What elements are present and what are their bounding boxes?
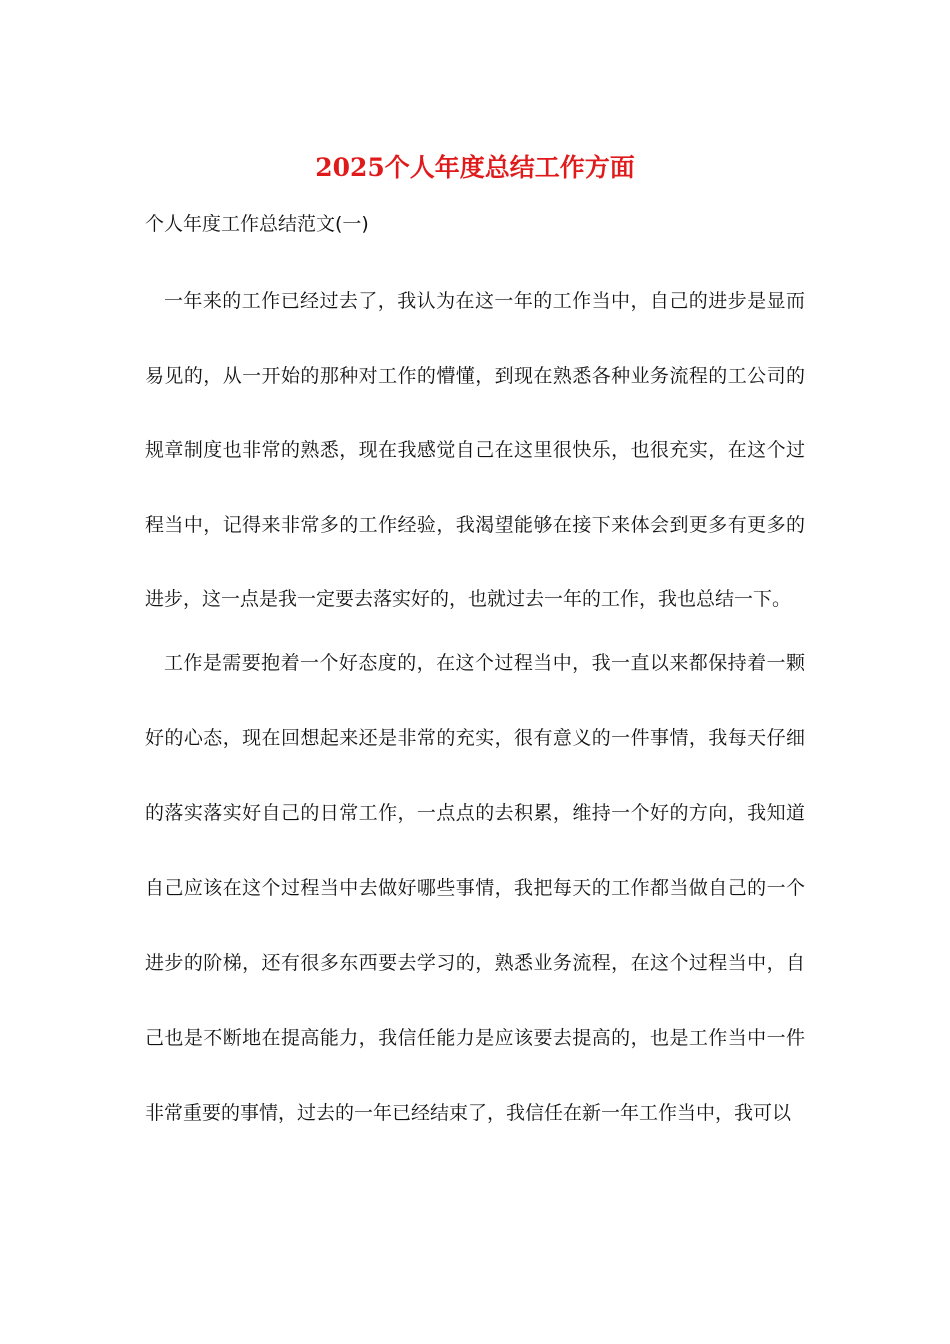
paragraph-1: 一年来的工作已经过去了，我认为在这一年的工作当中，自己的进步是显而易见的，从一开始的那种对工作的懵懂，到现在熟悉各种业务流程的工公司的规章制度也非常的熟悉，现在我感觉自己在这里很快乐，也很充实，在这个过程当中，记得来非常多的工作经验，我渴望能够在接下来体会到更多有更多的进步，这一点是我一定要去落实好的，也就过去一年的工作，我也总结一下。 xyxy=(145,290,805,610)
document-title: 2025个人年度总结工作方面 xyxy=(315,153,635,182)
document-subtitle: 个人年度工作总结范文(一) xyxy=(145,213,369,235)
paragraph-2: 工作是需要抱着一个好态度的，在这个过程当中，我一直以来都保持着一颗好的心态，现在回想起来还是非常的充实，很有意义的一件事情，我每天仔细的落实落实好自己的日常工作，一点点的去积累，维持一个好的方向，我知道自己应该在这个过程当中去做好哪些事情，我把每天的工作都当做自己的一个进步的阶梯，还有很多东西要去学习的，熟悉业务流程，在这个过程当中，自己也是不断地在提高能力，我信任能力是应该要去提高的，也是工作当中一件非常重要的事情，过去的一年已经结束了，我信任在新一年工作当中，我可以 xyxy=(145,652,805,1124)
